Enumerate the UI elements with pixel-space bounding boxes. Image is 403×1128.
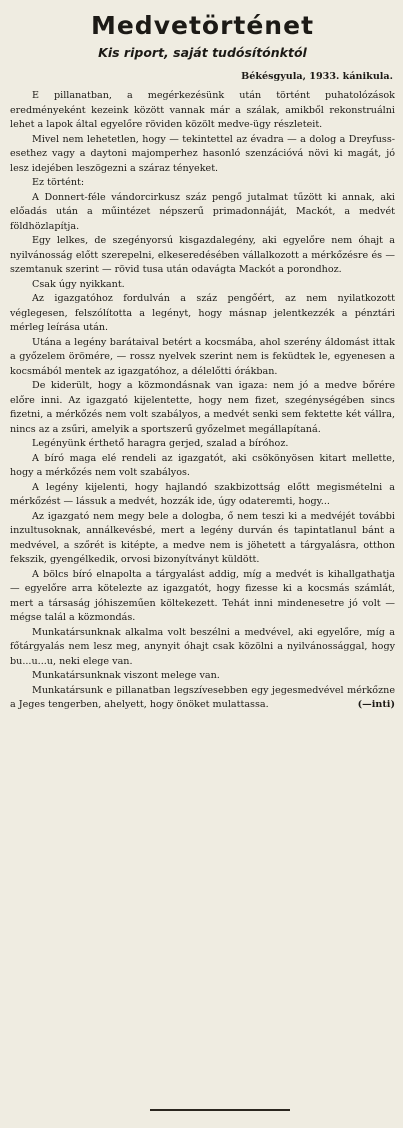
paragraph: Legényünk érthető haragra gerjed, szalad a bíróhoz. — [32, 438, 289, 449]
paragraph: Egy lelkes, de szegényorsú kisgazdalegény, aki egyelőre nem óhajt a nyilvánosság előtt szerepelni, elkeseredésében vállalkozott a mérkőzésre és — szemtanuk szerint — rövid tusa után odavágta Mackót a porondhoz. — [10, 235, 395, 275]
signature: (—inti) — [357, 699, 395, 710]
paragraph: Utána a legény barátaival betért a kocsmába, ahol szerény áldomást ittak a győzelem örömére, — rossz nyelvek szerint nem is feküdtek le, egyenesen a kocsmából mentek az igazgatóhoz, a délelőtti órákban. — [10, 336, 395, 377]
paragraph-last — [10, 684, 395, 713]
paragraph: E pillanatban, a megérkezésünk után történt puhatolózások eredményeként kezeink között vannak már a szálak, amikből rekonstruálni lehet a lapok által egyelőre röviden közölt medve-ügy részleteit. — [10, 90, 395, 130]
paragraph: Ez történt: — [32, 177, 85, 188]
paragraph: A bíró maga elé rendeli az igazgatót, aki csökönyösen kitart mellette, hogy a mérkőzés nem volt szabályos. — [10, 452, 395, 478]
paragraph-last-text: Munkatársunk e pillanatban legszívesebben egy jegesmedvével mérkőzne a Jeges tengerben, ahelyett, hogy önöket mulattassa. — [10, 684, 395, 710]
article-subtitle: Kis riport, saját tudósítónktól — [98, 45, 307, 60]
dateline: Békésgyula, 1933. kánikula. — [241, 71, 393, 82]
paragraph: Az igazgató nem megy bele a dologba, ő nem teszi ki a medvéjét további inzultusoknak, annálkevésbé, mert a legény durván és tapintatlanul bánt a medvével, a szőrét is kitépte, a medve nem is jöhetett a tárgyalásra, otthon fekszik, gyengélkedik, orvosi bizonyítványt küldött. — [10, 510, 395, 565]
article-title: Medvetörténet — [90, 11, 315, 40]
article-body — [10, 89, 395, 713]
paragraph: A bölcs bíró elnapolta a tárgyalást addig, míg a medvét is kihallgathatja — egyelőre arra kötelezte az igazgatót, hogy fizesse ki a kocsmás számlát, mert a társaság jóhiszeműen költekezett. Tehát inni mindenesetre jó volt — mégse talál a közmondás. — [10, 568, 395, 623]
paragraph: Csak úgy nyikkant. — [32, 278, 125, 290]
paragraph: Munkatársunknak viszont melege van. — [32, 670, 220, 681]
paragraph: A legény kijelenti, hogy hajlandó szakbizottság előtt megismételni a mérkőzést — lássuk a medvét, hozzák ide, úgy odateremti, hogy... — [10, 481, 395, 507]
paragraph: Mivel nem lehetetlen, hogy — tekintettel az évadra — a dolog a Dreyfuss-esethez vagy a daytoni majomperhez hasonló szenzációvá növi ki magát, jó lesz idejében leszögezni a száraz tényeket. — [10, 133, 395, 174]
paragraph: A Donnert-féle vándorcirkusz száz pengő jutalmat tűzött ki annak, aki előadás után a műintézet népszerű primadonnáját, Mackót, a medvét földhözlapítja. — [10, 191, 395, 232]
paragraph: Az igazgatóhoz fordulván a száz pengőért, az nem nyilatkozott véglegesen, felszólította a legényt, hogy másnap jelentkezzék a pénztári mérleg leírása után. — [10, 293, 395, 333]
paragraph: Munkatársunknak alkalma volt beszélni a medvével, aki egyelőre, míg a főtárgyalás nem lesz meg, anynyit óhajt csak közölni a nyilvánossággal, hogy bu...u...u, neki elege van. — [10, 626, 395, 667]
paragraph: De kiderült, hogy a közmondásnak van igaza: nem jó a medve bőrére előre inni. Az igazgató kijelentette, hogy nem fizet, szegénységében sincs fizetni, a mérkőzés nem volt szabályos, a medvét senki sem fektette két vállra, nincs az a zsűri, amelyik a sportszerű győzelmet megállapítaná. — [10, 380, 395, 435]
closing-rule — [150, 1109, 290, 1111]
